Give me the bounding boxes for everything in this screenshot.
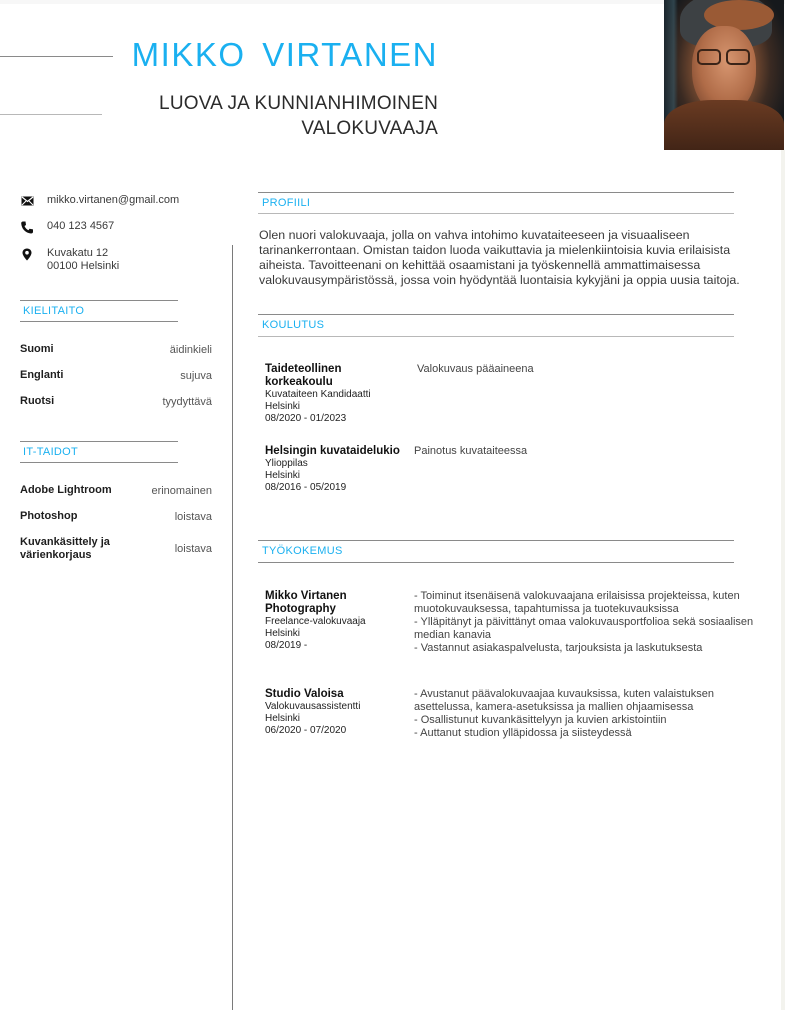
bullet-item: - Toiminut itsenäisenä valokuvaajana erilaisissa projekteissa, kuten muotokuvauksessa, tapahtumissa ja tuotekuvauksissa bbox=[414, 590, 740, 615]
education-title: KOULUTUS bbox=[262, 319, 325, 331]
it-skill-name: Adobe Lightroom bbox=[20, 484, 112, 496]
photo-glasses-right bbox=[726, 49, 750, 65]
dates: 08/2020 - 01/2023 bbox=[265, 413, 347, 424]
experience-title: TYÖKOKEMUS bbox=[262, 545, 343, 557]
language-level: äidinkieli bbox=[169, 343, 212, 356]
experience-rule-bottom bbox=[258, 562, 734, 563]
phone-text: 040 123 4567 bbox=[47, 220, 115, 232]
employer-name: Studio Valoisa bbox=[265, 688, 344, 700]
profile-text: Olen nuori valokuvaaja, jolla on vahva intohimo kuvataiteeseen ja visuaaliseen tarinankerrontaan. Omistan taidon luoda vaikuttavia ja mielenkiintoisia kuvia erilaisista aiheista. Tavoitteenani on kehittää osaamistani ja työskennellä ammattimaisessa valokuvausympäristössä, jossa voin hyödyntää luontaisia kykyjäni ja oppia uusia taitoja. bbox=[259, 228, 740, 287]
candidate-headline: LUOVA JA KUNNIANHIMOINEN VALOKUVAAJA bbox=[159, 93, 438, 139]
education-entry bbox=[265, 445, 405, 494]
language-level: tyydyttävä bbox=[162, 395, 212, 408]
bullet-item: - Ylläpitänyt ja päivittänyt omaa valokuvausportfolioa sekä sosiaalisen median kanavia bbox=[414, 616, 754, 641]
experience-entry bbox=[265, 688, 405, 737]
dates: 08/2019 - bbox=[265, 640, 308, 651]
experience-rule-top bbox=[258, 540, 734, 541]
contact-address bbox=[20, 247, 119, 273]
language-row bbox=[20, 343, 212, 356]
degree: Ylioppilas bbox=[265, 458, 308, 469]
language-name: Suomi bbox=[20, 343, 54, 355]
dates: 08/2016 - 05/2019 bbox=[265, 482, 347, 493]
profile-title: PROFIILI bbox=[262, 197, 311, 209]
role: Freelance-valokuvaaja bbox=[265, 616, 366, 627]
column-divider bbox=[232, 245, 233, 1010]
language-row bbox=[20, 395, 212, 408]
contact-phone bbox=[20, 220, 114, 234]
phone-icon bbox=[20, 220, 34, 234]
experience-bullets bbox=[414, 688, 769, 740]
education-rule-top bbox=[258, 314, 734, 315]
photo-glasses-left bbox=[697, 49, 721, 65]
city: Helsinki bbox=[265, 628, 301, 639]
role: Valokuvausassistentti bbox=[265, 701, 361, 712]
languages-rule-top bbox=[20, 300, 178, 301]
languages-rule-bottom bbox=[20, 321, 178, 322]
contact-email bbox=[20, 194, 179, 208]
language-row bbox=[20, 369, 212, 382]
email-text[interactable]: mikko.virtanen@gmail.com bbox=[47, 194, 180, 206]
bullet-item: - Osallistunut kuvankäsittelyyn ja kuvien arkistointiin bbox=[414, 714, 667, 726]
it-skill-level: loistava bbox=[174, 543, 212, 555]
profile-rule-bottom bbox=[258, 213, 734, 214]
language-name: Ruotsi bbox=[20, 395, 55, 407]
it-skill-row bbox=[20, 536, 212, 562]
photo-jacket bbox=[664, 100, 784, 150]
education-note: Painotus kuvataiteessa bbox=[414, 445, 528, 457]
bullet-item: - Vastannut asiakaspalvelusta, tarjouksista ja laskutuksesta bbox=[414, 642, 703, 654]
map-pin-icon bbox=[20, 247, 34, 261]
it-skill-row bbox=[20, 484, 212, 497]
address-line-1: Kuvakatu 12 bbox=[47, 247, 109, 259]
it-skill-name: Kuvankäsittely ja värienkorjaus bbox=[20, 536, 110, 561]
profile-rule-top bbox=[258, 192, 734, 193]
experience-entry bbox=[265, 590, 405, 652]
degree: Kuvataiteen Kandidaatti bbox=[265, 389, 371, 400]
experience-bullets bbox=[414, 590, 769, 655]
it-skills-rule-top bbox=[20, 441, 178, 442]
profile-photo bbox=[664, 0, 784, 150]
education-rule-bottom bbox=[258, 336, 734, 337]
it-skills-title: IT-TAIDOT bbox=[23, 446, 79, 458]
address-line-2: 00100 Helsinki bbox=[47, 260, 120, 272]
photo-hair bbox=[704, 0, 774, 30]
school-name: Taideteollinen korkeakoulu bbox=[265, 363, 342, 388]
language-name: Englanti bbox=[20, 369, 64, 381]
city: Helsinki bbox=[265, 401, 301, 412]
employer-name: Mikko Virtanen Photography bbox=[265, 590, 347, 615]
education-note: Valokuvaus pääaineena bbox=[417, 363, 534, 375]
it-skills-rule-bottom bbox=[20, 462, 178, 463]
it-skill-row bbox=[20, 510, 212, 523]
candidate-name: MIKKO VIRTANEN bbox=[131, 36, 438, 73]
bullet-item: - Avustanut päävalokuvaajaa kuvauksissa, kuten valaistuksen asettelussa, kamera-asetuksissa ja mallien ohjaamisessa bbox=[414, 688, 715, 713]
it-skill-name: Photoshop bbox=[20, 510, 78, 522]
address-text bbox=[47, 247, 119, 273]
it-skill-level: erinomainen bbox=[151, 484, 212, 497]
language-level: sujuva bbox=[180, 369, 212, 382]
languages-title: KIELITAITO bbox=[23, 305, 85, 317]
scrollbar-track[interactable] bbox=[781, 150, 785, 1010]
school-name: Helsingin kuvataidelukio bbox=[265, 445, 400, 457]
header-rule-top bbox=[0, 56, 113, 57]
city: Helsinki bbox=[265, 470, 301, 481]
envelope-icon bbox=[20, 194, 34, 208]
education-entry bbox=[265, 363, 405, 425]
it-skill-level: loistava bbox=[174, 510, 212, 523]
dates: 06/2020 - 07/2020 bbox=[265, 725, 347, 736]
bullet-item: - Auttanut studion ylläpidossa ja siisteydessä bbox=[414, 727, 632, 739]
city: Helsinki bbox=[265, 713, 301, 724]
